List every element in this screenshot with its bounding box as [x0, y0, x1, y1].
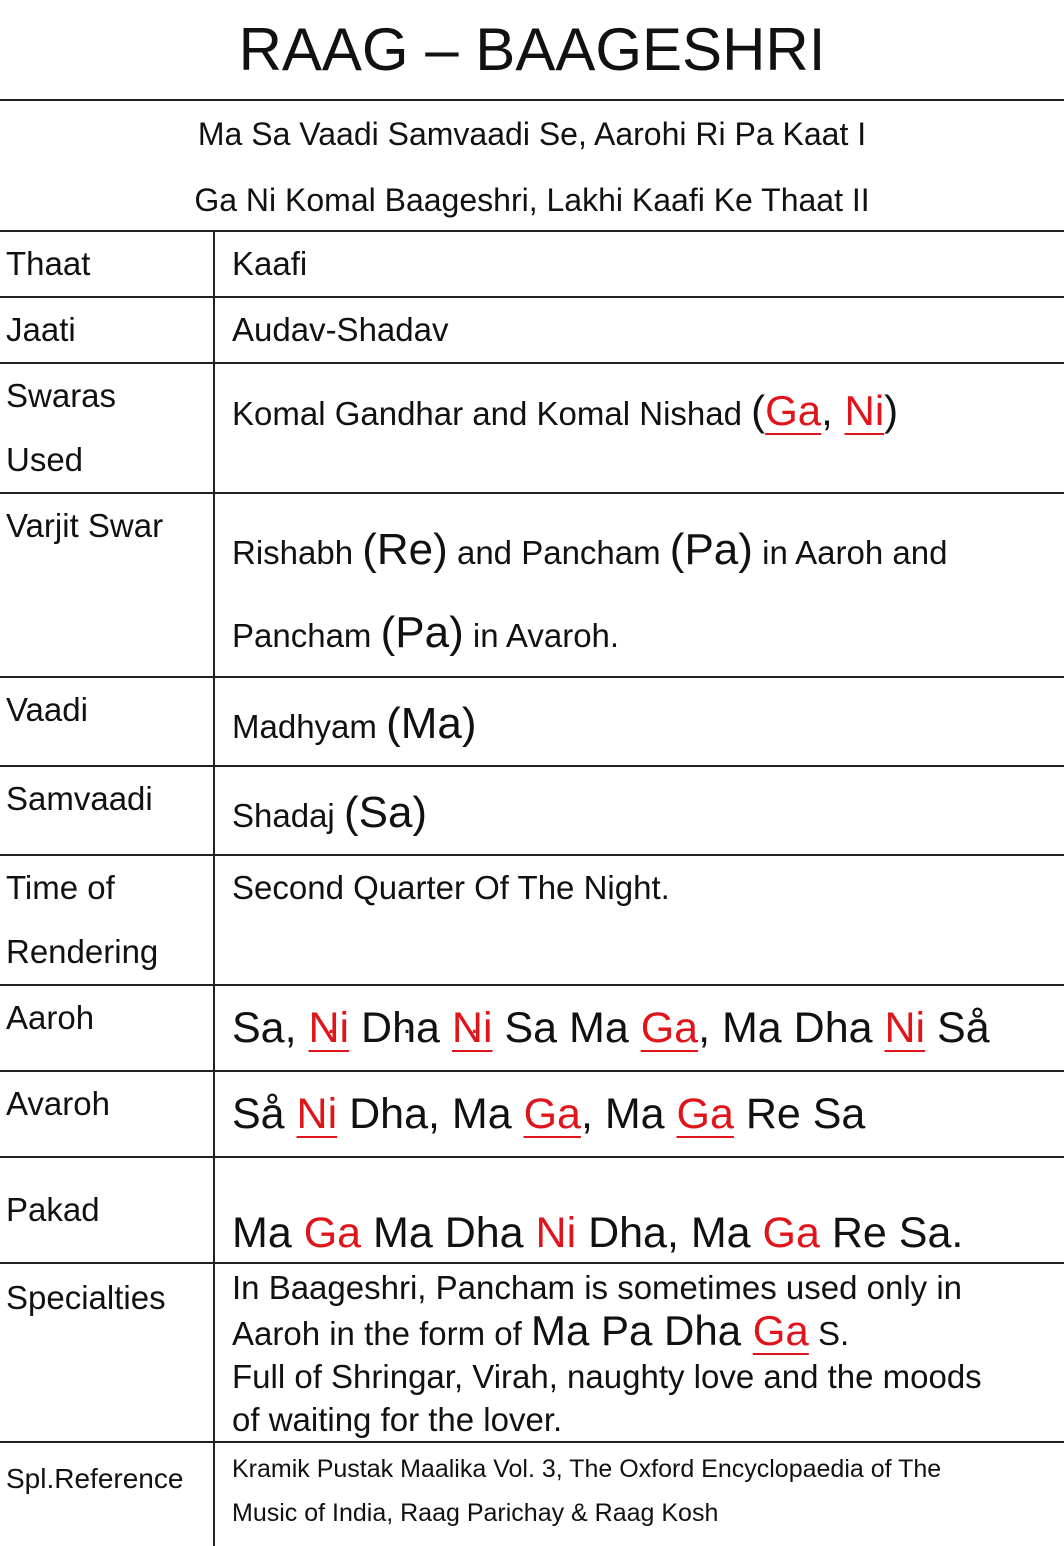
couplet-line-2: Ga Ni Komal Baageshri, Lakhi Kaafi Ke Thaat II — [194, 182, 870, 218]
varjit-line-1 — [232, 510, 1064, 593]
value-aaroh — [214, 985, 1064, 1071]
row-spl-reference — [0, 1442, 1064, 1546]
varjit-line-2 — [232, 593, 1064, 676]
value-specialties — [214, 1263, 1064, 1442]
label-aaroh: Aaroh — [0, 985, 214, 1071]
label-swaras-2: Used — [6, 441, 84, 478]
value-vaadi — [214, 677, 1064, 766]
varjit-text-2: and Pancham — [447, 534, 670, 571]
label-avaroh: Avaroh — [0, 1071, 214, 1157]
value-time-of-rendering: Second Quarter Of The Night. — [214, 855, 1064, 985]
title-divider — [0, 99, 1064, 101]
row-swaras-used — [0, 363, 1064, 493]
row-varjit-swar — [0, 493, 1064, 677]
value-samvaadi — [214, 766, 1064, 855]
note-ga: Ga — [676, 1090, 734, 1138]
note-ga: Ga — [640, 1004, 699, 1052]
value-spl-reference — [214, 1442, 1064, 1546]
note-ni: Ni — [535, 1209, 577, 1257]
specialties-notes: Ma Pa Dha — [530, 1307, 753, 1354]
row-thaat — [0, 231, 1064, 297]
aaroh-part: a — [416, 1004, 452, 1052]
paren: ) — [412, 788, 428, 837]
pakad-part: Ma Dha — [361, 1209, 536, 1257]
paren: ( — [380, 608, 396, 657]
row-aaroh — [0, 985, 1064, 1071]
note-ni: Ni — [844, 387, 885, 434]
aaroh-part: Sa, — [232, 1004, 309, 1052]
specialties-line-2 — [232, 1309, 1064, 1355]
row-pakad — [0, 1157, 1064, 1263]
aaroh-part: h . — [392, 1004, 416, 1052]
label-time-of-rendering — [0, 855, 214, 985]
row-jaati — [0, 297, 1064, 363]
note-ga: Ga — [523, 1090, 581, 1138]
note-ga: Ga — [765, 387, 822, 434]
paren: ) — [738, 525, 753, 574]
note-ni-lower: Ni . — [452, 1004, 493, 1052]
label-swaras-used — [0, 363, 214, 493]
raag-info-table — [0, 230, 1064, 1546]
varjit-text-3: in Aaroh and — [752, 534, 948, 571]
paren: ( — [669, 525, 685, 574]
aaroh-part: Sa Ma — [492, 1004, 641, 1052]
note-sa: Sa — [358, 788, 413, 837]
paren: ) — [433, 525, 448, 574]
paren-close: ) — [884, 387, 899, 434]
label-thaat: Thaat — [0, 231, 214, 297]
specialties-text: S. — [808, 1315, 850, 1352]
note-pa: Pa — [684, 525, 739, 574]
label-samvaadi: Samvaadi — [0, 766, 214, 855]
row-time-of-rendering — [0, 855, 1064, 985]
page-title: RAAG – BAAGESHRI — [238, 16, 826, 83]
samvaadi-text: Shadaj — [232, 797, 344, 834]
specialties-line-3: Full of Shringar, Virah, naughty love and the moods — [232, 1358, 982, 1395]
paren: ( — [362, 525, 377, 574]
reference-line-2: Music of India, Raag Parichay & Raag Kosh — [232, 1499, 719, 1527]
value-swaras-used — [214, 363, 1064, 493]
label-time-2: Rendering — [6, 933, 159, 970]
row-avaroh — [0, 1071, 1064, 1157]
value-thaat: Kaafi — [214, 231, 1064, 297]
paren: ( — [343, 788, 359, 837]
label-varjit-swar: Varjit Swar — [0, 493, 214, 677]
value-pakad — [214, 1157, 1064, 1263]
label-jaati: Jaati — [0, 297, 214, 363]
aaroh-part: , Ma Dha — [698, 1004, 885, 1052]
row-vaadi — [0, 677, 1064, 766]
aaroh-part: Så — [925, 1004, 990, 1052]
varjit-text-1: Rishabh — [232, 534, 363, 571]
pakad-part: Dha, Ma — [576, 1209, 763, 1257]
row-specialties — [0, 1263, 1064, 1442]
couplet-line-1: Ma Sa Vaadi Samvaadi Se, Aarohi Ri Pa Kaat I — [197, 116, 867, 152]
value-avaroh — [214, 1071, 1064, 1157]
note-ni-lower: Ni . — [309, 1004, 350, 1052]
paren-open: ( — [751, 387, 766, 434]
reference-line-1: Kramik Pustak Maalika Vol. 3, The Oxford Encyclopaedia of The — [232, 1455, 942, 1483]
vaadi-text: Madhyam — [232, 708, 387, 745]
note-ni: Ni — [884, 1004, 926, 1052]
paren: ( — [386, 699, 401, 748]
specialties-text: Aaroh in the form of — [232, 1315, 531, 1352]
specialties-line-4: of waiting for the lover. — [232, 1401, 563, 1438]
paren: ) — [461, 699, 477, 748]
note-ma: Ma — [400, 699, 462, 748]
pakad-part: Ma — [232, 1209, 304, 1257]
paren: ) — [449, 608, 464, 657]
label-spl-reference: Spl.Reference — [0, 1442, 214, 1546]
label-pakad: Pakad — [0, 1157, 214, 1263]
note-ga: Ga — [303, 1209, 362, 1257]
label-vaadi: Vaadi — [0, 677, 214, 766]
note-ni: Ni — [296, 1090, 338, 1138]
note-pa: Pa — [395, 608, 450, 657]
specialties-line-1: In Baageshri, Pancham is sometimes used only in — [232, 1269, 963, 1306]
avaroh-part: Så — [232, 1090, 297, 1138]
value-varjit-swar — [214, 493, 1064, 677]
label-specialties: Specialties — [0, 1263, 214, 1442]
note-ga: Ga — [762, 1209, 820, 1257]
avaroh-part: Dha, Ma — [337, 1090, 524, 1138]
note-re: Re — [376, 525, 434, 574]
pakad-part: Re Sa. — [819, 1209, 964, 1257]
avaroh-part: , Ma — [580, 1090, 677, 1138]
avaroh-part: Re Sa — [733, 1090, 866, 1138]
label-time-1: Time of — [6, 869, 115, 906]
aaroh-part: D — [349, 1004, 393, 1052]
label-swaras-1: Swaras — [6, 377, 117, 414]
comma: , — [821, 387, 845, 434]
row-samvaadi — [0, 766, 1064, 855]
swaras-text: Komal Gandhar and Komal Nishad — [232, 395, 752, 432]
varjit-text-5: in Avaroh. — [463, 617, 620, 654]
note-ga: Ga — [752, 1307, 809, 1354]
value-jaati: Audav-Shadav — [214, 297, 1064, 363]
varjit-text-4: Pancham — [232, 617, 381, 654]
